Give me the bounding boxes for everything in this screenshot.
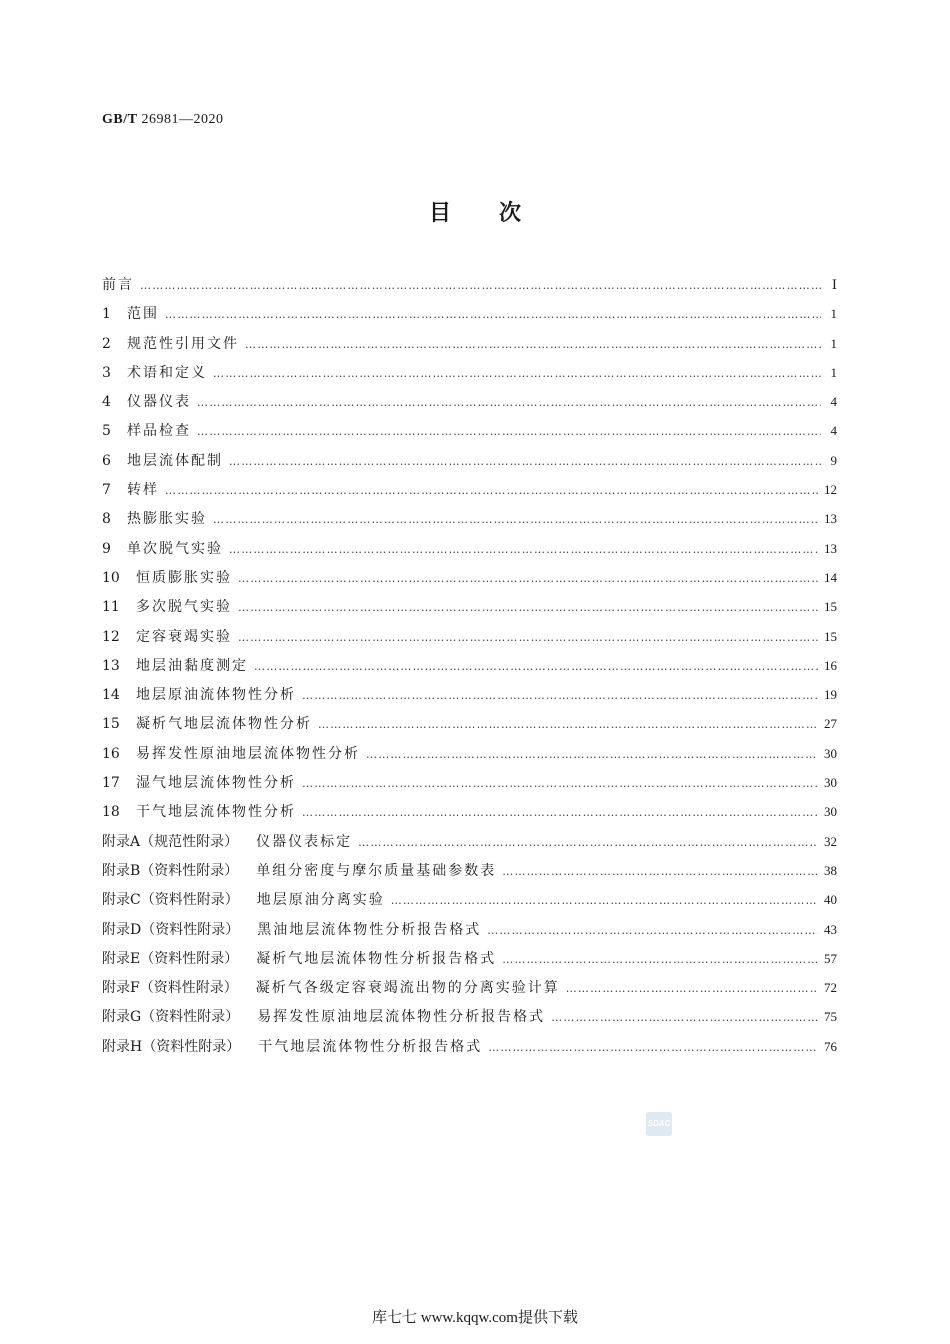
- toc-entry-label: 单组分密度与摩尔质量基础参数表: [256, 862, 497, 879]
- standard-code: [102, 112, 223, 128]
- toc-entry[interactable]: [102, 362, 837, 391]
- toc-entry-number: 18: [102, 804, 120, 821]
- toc-entry-number: 2: [102, 335, 111, 352]
- toc-entry[interactable]: [102, 713, 837, 742]
- toc-entry-page: 75: [824, 1009, 837, 1025]
- toc-entry-page: Ⅰ: [831, 277, 837, 292]
- toc-entry-label: 前言: [102, 277, 134, 293]
- toc-entry-page: 43: [824, 921, 837, 937]
- toc-entry-page: 1: [830, 335, 837, 351]
- toc-entry[interactable]: [102, 1036, 837, 1065]
- toc-entry-page: 40: [824, 892, 837, 908]
- toc-entry-page: 57: [824, 950, 837, 966]
- toc-entry-label: 规范性引用文件: [127, 335, 239, 352]
- toc-entry-number: 附录F（资料性附录）: [102, 980, 238, 997]
- toc-entry-label: 湿气地层流体物性分析: [136, 775, 296, 792]
- toc-entry-number: 附录B（资料性附录）: [102, 862, 239, 879]
- toc-entry[interactable]: [102, 626, 837, 655]
- toc-entry[interactable]: [102, 684, 837, 713]
- toc-entry-number: 13: [102, 657, 120, 674]
- toc-entry-number: 16: [102, 745, 120, 762]
- toc-entry-number: 5: [102, 423, 111, 440]
- toc-leader-dots: [140, 275, 821, 297]
- toc-leader-dots: [302, 802, 818, 824]
- toc-entry-page: 12: [824, 482, 837, 498]
- toc-entry-page: 32: [824, 833, 837, 849]
- toc-leader-dots: [197, 421, 821, 443]
- toc-entry-page: 13: [824, 540, 837, 556]
- toc-leader-dots: [502, 861, 818, 883]
- toc-entry[interactable]: [102, 860, 837, 889]
- toc-leader-dots: [229, 539, 818, 561]
- toc-entry[interactable]: [102, 919, 837, 948]
- toc-entry-page: 16: [824, 657, 837, 673]
- toc-leader-dots: [229, 451, 821, 473]
- watermark-logo: SDAC: [646, 1112, 672, 1136]
- toc-leader-dots: [487, 920, 818, 942]
- toc-leader-dots: [238, 597, 818, 619]
- toc-leader-dots: [197, 392, 821, 414]
- toc-entry-label: 样品检查: [127, 423, 191, 440]
- standard-number: 26981—2020: [141, 112, 224, 127]
- toc-entry[interactable]: [102, 948, 837, 977]
- toc-entry-label: 凝析气地层流体物性分析报告格式: [256, 950, 497, 967]
- toc-entry-label: 单次脱气实验: [127, 540, 223, 557]
- toc-entry[interactable]: [102, 508, 837, 537]
- toc-entry-label: 凝析气各级定容衰竭流出物的分离实验计算: [255, 980, 560, 997]
- toc-entry-number: 14: [102, 687, 120, 704]
- toc-entry-label: 范围: [127, 306, 159, 323]
- toc-leader-dots: [213, 509, 818, 531]
- toc-entry[interactable]: [102, 889, 837, 918]
- toc-entry[interactable]: [102, 655, 837, 684]
- toc-entry-page: 27: [824, 716, 837, 732]
- toc-entry-page: 15: [824, 599, 837, 615]
- toc-entry-page: 9: [830, 452, 837, 468]
- toc-leader-dots: [302, 685, 818, 707]
- table-of-contents: [102, 274, 837, 1065]
- toc-leader-dots: [366, 744, 818, 766]
- toc-leader-dots: [245, 334, 821, 356]
- toc-entry-number: 3: [102, 364, 111, 381]
- toc-entry-label: 凝析气地层流体物性分析: [136, 716, 312, 733]
- toc-entry[interactable]: [102, 772, 837, 801]
- toc-entry[interactable]: [102, 596, 837, 625]
- toc-entry-label: 地层流体配制: [127, 452, 223, 469]
- toc-entry-number: 6: [102, 452, 111, 469]
- toc-entry-page: 30: [824, 804, 837, 820]
- toc-entry-page: 4: [830, 394, 837, 410]
- toc-entry-number: 4: [102, 394, 111, 411]
- toc-entry[interactable]: [102, 333, 837, 362]
- toc-entry-label: 多次脱气实验: [136, 599, 232, 616]
- toc-entry-number: 附录E（资料性附录）: [102, 950, 239, 967]
- toc-entry-number: 17: [102, 775, 120, 792]
- toc-entry-label: 地层原油流体物性分析: [136, 687, 296, 704]
- toc-entry[interactable]: [102, 391, 837, 420]
- toc-entry-label: 地层原油分离实验: [256, 892, 385, 909]
- toc-entry-page: 72: [824, 980, 837, 996]
- toc-entry-label: 仪器仪表: [127, 394, 191, 411]
- toc-entry-number: 附录A（规范性附录）: [102, 833, 239, 850]
- toc-entry-number: 附录H（资料性附录）: [102, 1038, 241, 1055]
- page-title: 目次: [428, 200, 569, 226]
- toc-entry-number: 15: [102, 716, 120, 733]
- toc-entry-label: 干气地层流体物性分析: [136, 804, 296, 821]
- toc-leader-dots: [238, 627, 818, 649]
- toc-entry-page: 13: [824, 511, 837, 527]
- toc-leader-dots: [502, 949, 818, 971]
- toc-entry[interactable]: [102, 1006, 837, 1035]
- toc-leader-dots: [358, 832, 818, 854]
- toc-entry-page: 19: [824, 687, 837, 703]
- toc-entry[interactable]: [102, 567, 837, 596]
- toc-entry-number: 12: [102, 628, 120, 645]
- toc-entry[interactable]: [102, 743, 837, 772]
- toc-entry[interactable]: [102, 831, 837, 860]
- toc-entry-label: 定容衰竭实验: [136, 628, 232, 645]
- toc-entry-number: 附录C（资料性附录）: [102, 892, 239, 909]
- toc-entry-page: 30: [824, 775, 837, 791]
- toc-leader-dots: [488, 1037, 818, 1059]
- toc-leader-dots: [165, 480, 818, 502]
- toc-leader-dots: [318, 714, 818, 736]
- toc-entry[interactable]: [102, 450, 837, 479]
- toc-entry-page: 30: [824, 745, 837, 761]
- toc-leader-dots: [551, 1007, 818, 1029]
- toc-entry-label: 地层油黏度测定: [136, 657, 248, 674]
- toc-entry-label: 转样: [127, 482, 159, 499]
- toc-entry-number: 11: [102, 599, 120, 616]
- toc-leader-dots: [213, 363, 821, 385]
- toc-entry-page: 14: [824, 569, 837, 585]
- toc-entry-label: 黑油地层流体物性分析报告格式: [257, 921, 482, 938]
- toc-entry-page: 1: [830, 364, 837, 380]
- toc-entry-number: 附录G（资料性附录）: [102, 1009, 240, 1026]
- toc-entry[interactable]: [102, 538, 837, 567]
- toc-entry-number: 9: [102, 540, 111, 557]
- toc-entry-page: 76: [824, 1038, 837, 1054]
- toc-entry-number: 7: [102, 482, 111, 499]
- toc-leader-dots: [566, 978, 818, 1000]
- toc-entry-number: 附录D（资料性附录）: [102, 921, 240, 938]
- toc-entry-page: 4: [830, 423, 837, 439]
- toc-leader-dots: [302, 773, 818, 795]
- toc-entry-label: 干气地层流体物性分析报告格式: [258, 1038, 483, 1055]
- toc-entry-number: 10: [102, 569, 120, 586]
- toc-entry[interactable]: [102, 801, 837, 830]
- toc-entry-label: 易挥发性原油地层流体物性分析报告格式: [257, 1009, 546, 1026]
- toc-entry-label: 恒质膨胀实验: [136, 569, 232, 586]
- toc-entry[interactable]: [102, 977, 837, 1006]
- footer-download-note: 库七七 www.kqqw.com提供下载: [372, 1310, 578, 1326]
- standard-prefix: GB/T: [102, 112, 138, 127]
- toc-entry[interactable]: [102, 479, 837, 508]
- toc-entry-page: 1: [830, 306, 837, 322]
- toc-entry-label: 仪器仪表标定: [256, 833, 353, 850]
- toc-leader-dots: [165, 304, 821, 326]
- toc-entry-label: 热膨胀实验: [127, 511, 207, 528]
- toc-entry-page: 15: [824, 628, 837, 644]
- toc-entry-page: 38: [824, 862, 837, 878]
- toc-entry-label: 易挥发性原油地层流体物性分析: [136, 745, 360, 762]
- toc-leader-dots: [254, 656, 818, 678]
- toc-entry-label: 术语和定义: [127, 364, 207, 381]
- toc-entry[interactable]: [102, 420, 837, 449]
- toc-leader-dots: [238, 568, 818, 590]
- toc-entry[interactable]: [102, 303, 837, 332]
- toc-entry-number: 8: [102, 511, 111, 528]
- toc-entry[interactable]: [102, 274, 837, 303]
- toc-leader-dots: [391, 890, 818, 912]
- toc-entry-number: 1: [102, 306, 111, 323]
